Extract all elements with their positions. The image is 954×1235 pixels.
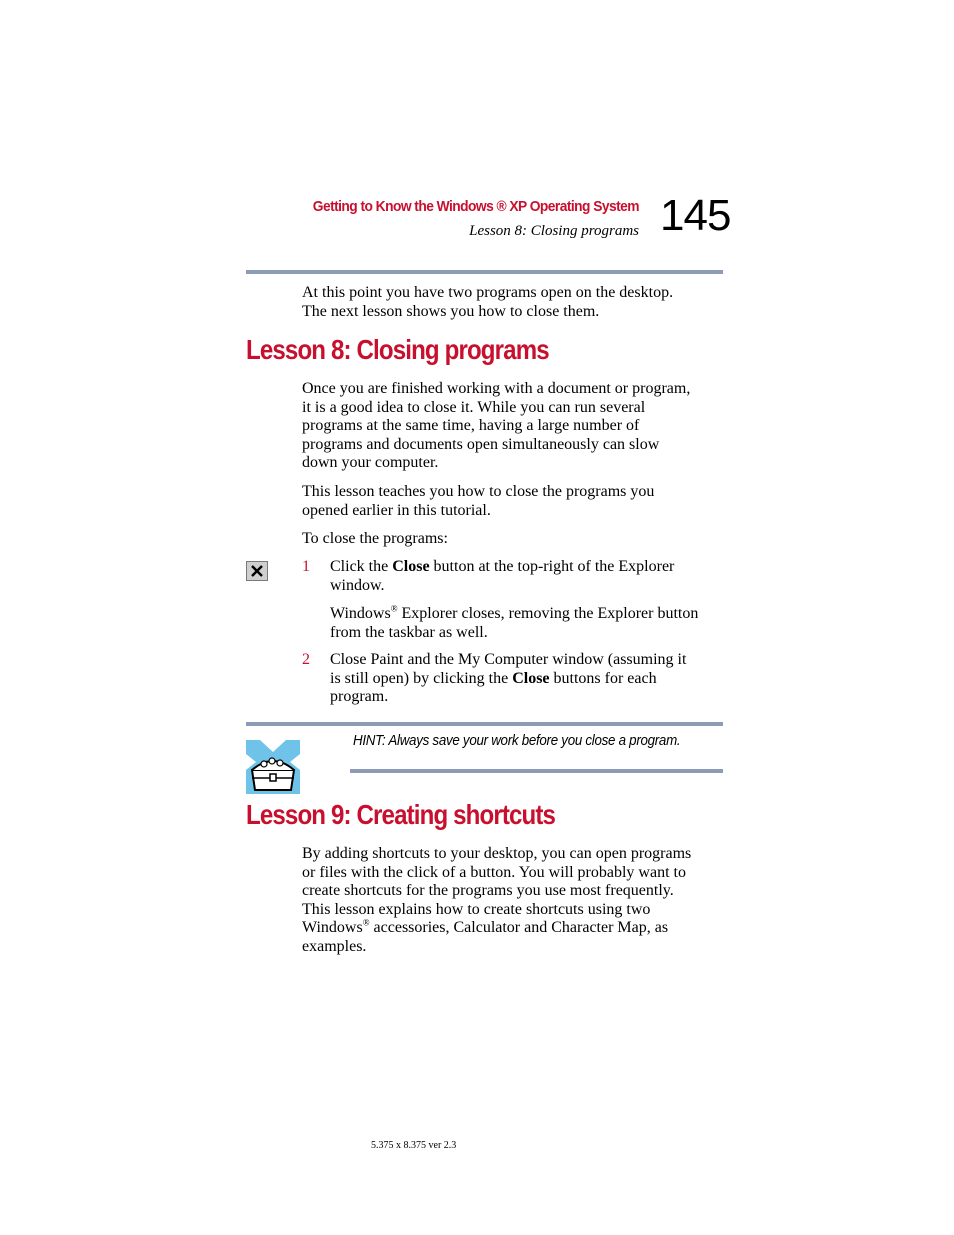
close-label: Close (392, 558, 430, 575)
intro-line: The next lesson shows you how to close them. (302, 302, 600, 320)
paragraph-line: it is a good idea to close it. While you can run several (302, 398, 646, 416)
lesson8-heading: Lesson 8: Closing programs (246, 334, 549, 365)
step-1-text: Click the Close button at the top-right of the Explorer window. (330, 558, 675, 594)
close-button-icon (246, 561, 268, 581)
step-number-2: 2 (302, 651, 310, 668)
step-1-note: Windows® Explorer closes, removing the Explorer button from the taskbar as well. (330, 603, 699, 641)
paragraph-line: By adding shortcuts to your desktop, you can open programs (302, 845, 692, 862)
paragraph-line: Once you are finished working with a document or program, (302, 380, 691, 397)
hint-text: HINT: Always save your work before you close a program. (353, 733, 681, 749)
running-header-title: Getting to Know the Windows ® XP Operating System (312, 198, 639, 215)
step-number-1: 1 (302, 558, 310, 575)
lesson8-paragraph-3: To close the programs: (302, 530, 448, 547)
paragraph-line: opened earlier in this tutorial. (302, 501, 491, 519)
hint-top-rule (246, 722, 723, 726)
page-footer: 5.375 x 8.375 ver 2.3 (371, 1140, 457, 1151)
hint-bottom-rule (350, 769, 723, 773)
intro-paragraph (302, 284, 727, 321)
treasure-chest-icon (246, 740, 300, 794)
paragraph-line: down your computer. (302, 454, 439, 472)
paragraph-line: This lesson teaches you how to close the programs you (302, 483, 655, 500)
close-label: Close (512, 669, 550, 687)
page-number: 145 (660, 191, 731, 240)
paragraph-line: create shortcuts for the programs you use most frequently. (302, 882, 674, 900)
running-header-subtitle: Lesson 8: Closing programs (469, 223, 639, 239)
paragraph-line: Windows® accessories, Calculator and Character Map, as (302, 918, 669, 937)
paragraph-line: or files with the click of a button. You will probably want to (302, 863, 686, 881)
intro-line: At this point you have two programs open on the desktop. (302, 284, 674, 301)
paragraph-line: examples. (302, 937, 367, 955)
lesson8-paragraph-1 (302, 380, 727, 473)
step-2-text: Close Paint and the My Computer window (assuming it is still open) by clicking the Close buttons for each program. (330, 651, 687, 706)
lesson9-paragraph (302, 845, 727, 957)
paragraph-line: This lesson explains how to create shortcuts using two (302, 900, 651, 918)
lesson8-paragraph-2 (302, 483, 727, 520)
paragraph-line: programs at the same time, having a large number of (302, 417, 640, 435)
paragraph-line: programs and documents open simultaneously can slow (302, 435, 660, 453)
lesson9-heading: Lesson 9: Creating shortcuts (246, 799, 556, 830)
header-rule (246, 270, 723, 274)
